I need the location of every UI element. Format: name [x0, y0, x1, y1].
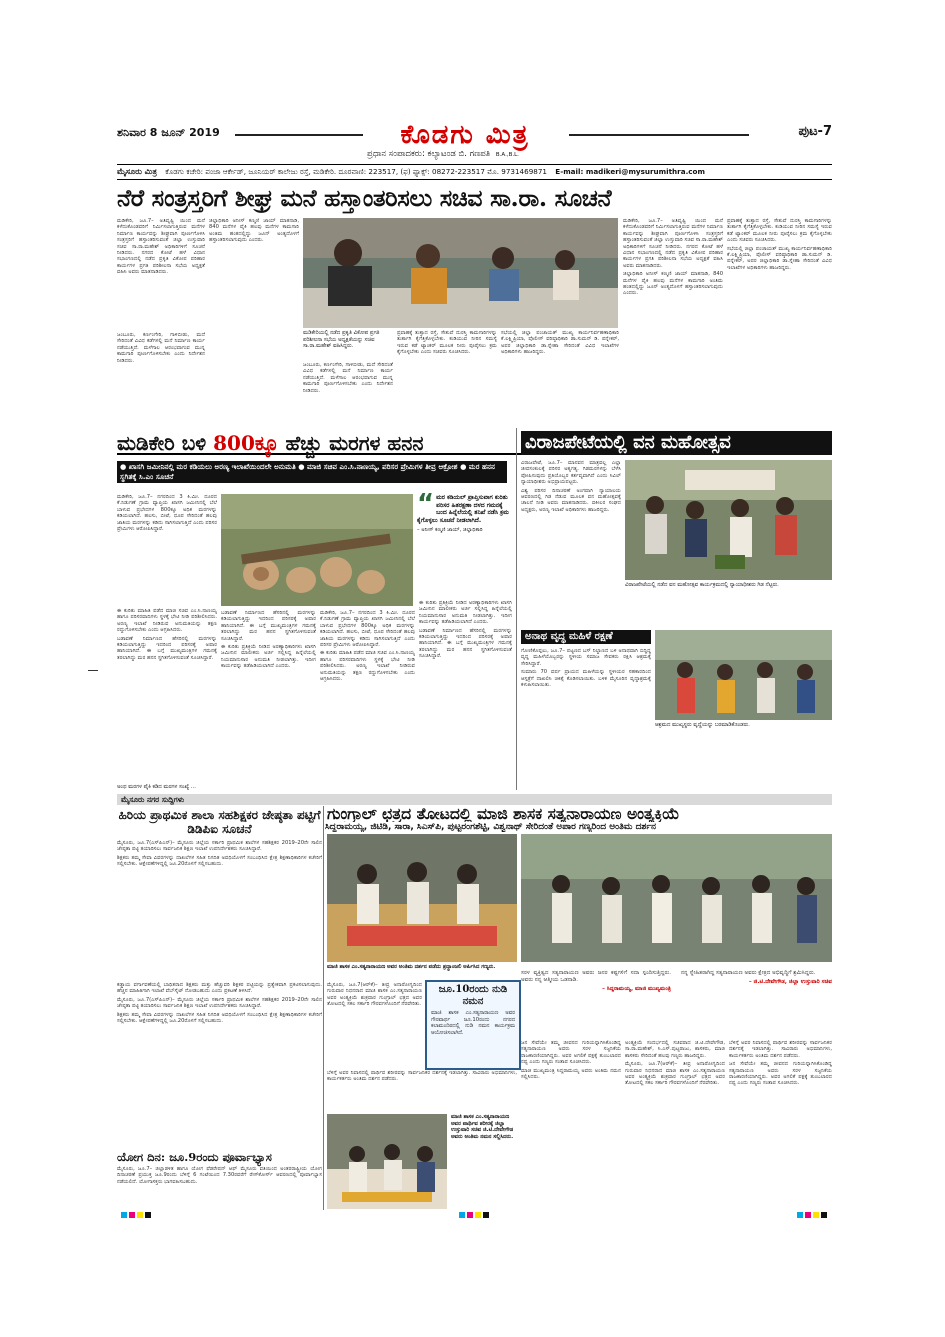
funeral-photo-2 [521, 834, 832, 962]
funeral-photo-1 [327, 834, 517, 962]
funeral-col-3 [521, 1040, 621, 1208]
trees-headline [117, 431, 512, 455]
office-email: E-mail: madikeri@mysurumithra.com [555, 167, 705, 176]
reg-yellow-3 [813, 1212, 819, 1218]
elder-col-1 [521, 648, 651, 788]
teacher-para-2b: ಶಿಕ್ಷಕರು ತಮ್ಮ ಸೇವಾ ವಿವರಗಳನ್ನು ದಾಖಲೆಗಳ ಸಹಿತ ನಿಗದಿತ ಅವಧಿಯೊಳಗೆ ಸಂಬಂಧಿಸಿದ ಕ್ಷೇತ್ರ ಶಿಕ್ಷಣಾಧಿಕಾರಿಗಳ ಕಚೇರಿಗೆ ಸಲ್ಲಿಸಬೇಕು. ಆಕ್ಷೇಪಣೆಗಳಿದ್ದಲ್ಲಿ ಜೂ.20ರೊಳಗೆ ಸಲ್ಲಿಸಬಹುದು. [117, 1011, 322, 1025]
funeral-col-4 [625, 1040, 725, 1208]
mourners-illustration [327, 834, 517, 962]
registration-marks [117, 1212, 832, 1220]
masthead-rule-right [569, 134, 749, 136]
trees-col-2 [221, 610, 316, 783]
funeral-quote-1 [521, 970, 671, 994]
trees-para-2b: ಈ ಕುರಿತು ಮಾಹಿತಿ ಪಡೆದ ಮಾಜಿ ಸಚಿವ ಎಂ.ಸಿ.ನಾಣಯ್ಯ ಹಾಗೂ ಪರಿಸರವಾದಿಗಳು ಸ್ಥಳಕ್ಕೆ ಭೇಟಿ ನೀಡಿ ಪರಿಶೀಲಿಸಿದರು. ಅರಣ್ಯ ಇಲಾಖೆ ನೀಡಿರುವ ಅನುಮತಿಯನ್ನು ತಕ್ಷಣ ರದ್ದುಗೊಳಿಸಬೇಕು ಎಂದು ಆಗ್ರಹಿಸಿದರು. [320, 650, 415, 683]
elder-photo [655, 630, 832, 720]
teacher-para-1: ಮೈಸೂರು, ಜೂ.7(ಎಸ್‌ಪಿಎನ್)– ಮೈಸೂರು ಜಿಲ್ಲೆಯ ಸರ್ಕಾರಿ ಪ್ರಾಥಮಿಕ ಶಾಲೆಗಳ ಸಹಶಿಕ್ಷಕರ 2019–20ನೇ ಸಾಲಿನ ಜೇಷ್ಠತಾ ಪಟ್ಟಿ ತಯಾರಿಸಲು ಸಾರ್ವಜನಿಕ ಶಿಕ್ಷಣ ಇಲಾಖೆ ಉಪನಿರ್ದೇಶಕರು ಸೂಚಿಸಿದ್ದಾರೆ. [117, 840, 322, 853]
funeral-para-4: ಅಂತ್ಯಕ್ರಿಯೆ ಸಂದರ್ಭದಲ್ಲಿ ಸಚಿವರಾದ ಜಿ.ಟಿ.ದೇವೇಗೌಡ, ಸಾ.ರಾ.ಮಹೇಶ್, ಸಿ.ಎಸ್.ಪುಟ್ಟರಾಜು, ಶಾಸಕರು, ಮಾಜಿ ಶಾಸಕರು ಸೇರಿದಂತೆ ಹಲವು ಗಣ್ಯರು ಹಾಜರಿದ್ದರು. [625, 1040, 725, 1059]
funeral-photo-3 [327, 1114, 447, 1209]
chief-editor [367, 149, 519, 159]
lead-col-2 [209, 218, 299, 328]
elder-rescue-illustration [655, 630, 832, 720]
funeral-quote-2-author: – ಜಿ.ಟಿ.ದೇವೇಗೌಡ, ಜಿಲ್ಲಾ ಉಸ್ತುವಾರಿ ಸಚಿವ [748, 978, 832, 985]
teacher-col-1 [117, 840, 322, 980]
trees-quote-box [417, 489, 512, 594]
vana-para-1: ವಿರಾಜಪೇಟೆ, ಜೂ.7– ಮಾನವನ ಮಾತ್ರವಲ್ಲ ಎಲ್ಲಾ ಜೀವಸಂಕುಲಕ್ಕೆ ಪರಿಸರ ಅತ್ಯಗತ್ಯ. ಗಿಡಮರಗಳನ್ನು ಬೆಳೆಸಿ ಪೋಷಿಸುವುದು ಪ್ರತಿಯೊಬ್ಬರ ಕರ್ತವ್ಯವಾಗಿದೆ ಎಂದು ಸಿವಿಲ್ ನ್ಯಾಯಾಧೀಶರು ಅಭಿಪ್ರಾಯಪಟ್ಟರು. [521, 460, 621, 486]
trees-para-1: ಮಡಿಕೇರಿ, ಜೂ.7– ನಗರದಿಂದ 3 ಕಿ.ಮೀ. ದೂರದ ಕೆ.ನಿಡುಗಣೆ ಗ್ರಾಮ ವ್ಯಾಪ್ತಿಯ ಖಾಸಗಿ ಜಮೀನಿನಲ್ಲಿ ಬೆಲೆ ಬಾಳುವ ಪ್ರಭೇದಗಳ 800ಕ್ಕೂ ಅಧಿಕ ಮರಗಳನ್ನು ಕಡಿಯಲಾಗಿದೆ. ಹಲಸು, ಬೀಟೆ, ಧೂಪ ಸೇರಿದಂತೆ ಹಲವು ಜಾತಿಯ ಮರಗಳನ್ನು ಕಡಿದು ಸಾಗಿಸಲಾಗುತ್ತಿದೆ ಎಂದು ಪರಿಸರ ಪ್ರೇಮಿಗಳು ಆರೋಪಿಸಿದ್ದಾರೆ. [117, 494, 217, 533]
trees-col-3 [320, 610, 415, 783]
funeral-subheadline: ಸಿದ್ದರಾಮಯ್ಯ, ಜಿಟಿಡಿ, ಸಾರಾ, ಸಿಎಸ್‌ಪಿ, ಪುಟ್ಟರಂಗಶೆಟ್ಟಿ, ವಿಶ್ವನಾಥ್ ಸೇರಿದಂತೆ ಅಪಾರ ಗಣ್ಯರಿಂದ ಅಂತಿಮ ದರ್ಶನ [325, 822, 657, 832]
teacher-para-2: ಶಿಕ್ಷಕರು ತಮ್ಮ ಸೇವಾ ವಿವರಗಳನ್ನು ದಾಖಲೆಗಳ ಸಹಿತ ನಿಗದಿತ ಅವಧಿಯೊಳಗೆ ಸಂಬಂಧಿಸಿದ ಕ್ಷೇತ್ರ ಶಿಕ್ಷಣಾಧಿಕಾರಿಗಳ ಕಚೇರಿಗೆ ಸಲ್ಲಿಸಬೇಕು. ಆಕ್ಷೇಪಣೆಗಳಿದ್ದಲ್ಲಿ ಜೂ.20ರೊಳಗೆ ಸಲ್ಲಿಸಬಹುದು. [117, 854, 322, 868]
reg-black-2 [483, 1212, 489, 1218]
newspaper-logo: ಕೊಡಗು ಮಿತ್ರ [400, 120, 530, 150]
trees-para-4b: ಈ ಕುರಿತು ಪ್ರತಿಕ್ರಿಯೆ ನೀಡಿದ ಅರಣ್ಯಾಧಿಕಾರಿಗಳು ಖಾಸಗಿ ಜಮೀನಿನ ಮಾಲೀಕರು ಅರ್ಜಿ ಸಲ್ಲಿಸಿದ್ದ ಹಿನ್ನೆಲೆಯಲ್ಲಿ ನಿಯಮಾನುಸಾರ ಅನುಮತಿ ನೀಡಲಾಗಿತ್ತು. ಇದೀಗ ಕಾರ್ಯವನ್ನು ತಡೆಹಿಡಿಯಲಾಗಿದೆ ಎಂದರು. [419, 600, 512, 626]
reg-black [145, 1212, 151, 1218]
lead-para-1b: ಮಡಿಕೇರಿ, ಜೂ.7– ಅತಿವೃಷ್ಟಿ ಯಿಂದ ಮನೆ ಕಳೆದುಕೊಂಡವರಿಗೆ ನಿರ್ಮಿಸಲಾಗುತ್ತಿರುವ ಮನೆಗಳ ನಿರ್ಮಾಣ ಕಾರ್ಯವನ್ನು ಶೀಘ್ರವಾಗಿ ಪೂರ್ಣಗೊಳಿಸಿ ಸಂತ್ರಸ್ತರಿಗೆ ಹಸ್ತಾಂತರಿಸುವಂತೆ ಜಿಲ್ಲಾ ಉಸ್ತುವಾರಿ ಸಚಿವ ಸಾ.ರಾ.ಮಹೇಶ್ ಅಧಿಕಾರಿಗಳಿಗೆ ಸೂಚನೆ ನೀಡಿದರು. ನಗರದ ಕೋಟೆ ಹಳೆ ವಿಧಾನ ಸಭಾಂಗಣದಲ್ಲಿ ನಡೆದ ಪ್ರಕೃತಿ ವಿಕೋಪ ಪರಿಹಾರ ಕಾರ್ಯಗಳ ಪ್ರಗತಿ ಪರಿಶೀಲನಾ ಸಭೆಯ ಅಧ್ಯಕ್ಷತೆ ವಹಿಸಿ ಅವರು ಮಾತನಾಡಿದರು. [623, 218, 723, 269]
funeral-col-5 [729, 1040, 832, 1208]
trees-continued: ಅಂಥ ಮರಗಳ ಪೈಕಿ ಕಡಿದ ಮರಗಳ ಸಂಖ್ಯೆ ... [117, 784, 197, 790]
lead-para-3: ಜಿಲ್ಲಾಧಿಕಾರಿ ಅನೀಸ್ ಕಣ್ಮಣಿ ಜಾಯ್ ಮಾತನಾಡಿ, 840 ಮನೆಗಳ ಪೈಕಿ ಹಲವು ಮನೆಗಳ ಕಾಮಗಾರಿ ಅಂತಿಮ ಹಂತದಲ್ಲಿದ್ದು ಜೂನ್ ಅಂತ್ಯದೊಳಗೆ ಹಸ್ತಾಂತರಿಸಲಾಗುವುದು ಎಂದರು. [209, 218, 299, 244]
nudi-namana-box [425, 980, 521, 1070]
funeral-para-3b: ಜನ ಸೇವೆಯೇ ತಮ್ಮ ಜೀವನದ ಗುರಿಯನ್ನಾಗಿಸಿಕೊಂಡಿದ್ದ ಸತ್ಯನಾರಾಯಣ ಅವರು ಸರಳ ಸಜ್ಜನಿಕೆಯ ರಾಜಕಾರಣಿಯಾಗಿದ್ದರು. ಅವರ ಅಗಲಿಕೆ ಪಕ್ಷಕ್ಕೆ ತುಂಬಲಾರದ ನಷ್ಟ ಎಂದು ಗಣ್ಯರು ಸಂತಾಪ ಸೂಚಿಸಿದರು. [729, 1061, 832, 1087]
page-number: ಪುಟ-7 [798, 124, 832, 139]
funeral-caption-3: ಮಾಜಿ ಶಾಸಕ ಎಂ.ಸತ್ಯನಾರಾಯಣ ಅವರ ಪಾರ್ಥಿವ ಶರೀರಕ್ಕೆ ಜಿಲ್ಲಾ ಉಸ್ತುವಾರಿ ಸಚಿವ ಜಿ.ಟಿ.ದೇವೇಗೌಡ ಅವರು ಅಂತಿಮ ನಮನ ಸಲ್ಲಿಸಿದರು. [451, 1114, 514, 1140]
lead-para-3b: ಜಿಲ್ಲಾಧಿಕಾರಿ ಅನೀಸ್ ಕಣ್ಮಣಿ ಜಾಯ್ ಮಾತನಾಡಿ, 840 ಮನೆಗಳ ಪೈಕಿ ಹಲವು ಮನೆಗಳ ಕಾಮಗಾರಿ ಅಂತಿಮ ಹಂತದಲ್ಲಿದ್ದು ಜೂನ್ ಅಂತ್ಯದೊಳಗೆ ಹಸ್ತಾಂತರಿಸಲಾಗುವುದು ಎಂದರು. [623, 271, 723, 297]
elder-para-1: ಗೋಣಿಕೊಪ್ಪಲು, ಜೂ.7– ಪಟ್ಟಣದ ಬಸ್ ನಿಲ್ದಾಣದ ಬಳಿ ಅನಾಥವಾಗಿ ಬಿದ್ದಿದ್ದ ವೃದ್ಧ ಮಹಿಳೆಯೊಬ್ಬರನ್ನು ಸ್ಥಳೀಯ ಸಮಾಜ ಸೇವಕರು ರಕ್ಷಿಸಿ ಆಶ್ರಮಕ್ಕೆ ಸೇರಿಸಿದ್ದಾರೆ. [521, 648, 651, 667]
contact-strip [117, 164, 832, 180]
reg-cyan [121, 1212, 127, 1218]
funeral-caption-2: ಮಾಜಿ ಮುಖ್ಯಮಂತ್ರಿ ಸಿದ್ದರಾಮಯ್ಯ ಅವರು ಅಂತಿಮ ನಮನ ಸಲ್ಲಿಸಿದರು. [521, 1067, 621, 1081]
trees-headline-c: ಹೆಚ್ಚು ಮರಗಳ ಹನನ [278, 431, 424, 455]
lead-col-6 [727, 218, 832, 450]
funeral-para-1: ಮೈಸೂರು, ಜೂ.7(ಆರ್‌ಕೆ)– ತೀವ್ರ ಅನಾರೋಗ್ಯದಿಂದ ಗುರುವಾರ ನಿಧನರಾದ ಮಾಜಿ ಶಾಸಕ ಎಂ.ಸತ್ಯನಾರಾಯಣ ಅವರ ಅಂತ್ಯಕ್ರಿಯೆ ಶುಕ್ರವಾರ ಗುಂಗ್ರಾಲ್ ಛತ್ರದ ಅವರ ತೋಟದಲ್ಲಿ ಸಕಲ ಸರ್ಕಾರಿ ಗೌರವಗಳೊಂದಿಗೆ ನೆರವೇರಿತು. [327, 982, 422, 1008]
lead-col-5 [623, 218, 723, 450]
vana-headline: ವಿರಾಜಪೇಟೆಯಲ್ಲಿ ವನ ಮಹೋತ್ಸವ [521, 431, 832, 455]
logs-photo [221, 494, 413, 606]
column-rule-2 [323, 806, 324, 1210]
office-address: ಕೊಡಗು ಕಚೇರಿ: ಪಂಜಾ ಆರ್ಕೇಡ್, ಜೂನಿಯರ್ ಕಾಲೇಜು ರಸ್ತೆ, ಮಡಿಕೇರಿ. ದೂರವಾಣಿ: 223517, (ಫ) ಫ್ಯಾಕ್ಸ್: 08272-223517 ಮೊ. 9731469871 [165, 167, 547, 176]
vana-col-1 [521, 460, 621, 610]
column-rule [516, 428, 517, 790]
lead-photo [303, 218, 618, 328]
trees-para-3c: ಬಡಾವಣೆ ನಿರ್ಮಾಣದ ಹೆಸರಿನಲ್ಲಿ ಮರಗಳನ್ನು ಕಡಿಯಲಾಗುತ್ತಿದ್ದು ಇದರಿಂದ ಪರಿಸರಕ್ಕೆ ಅಪಾರ ಹಾನಿಯಾಗಿದೆ. ಈ ಬಗ್ಗೆ ಮುಖ್ಯಮಂತ್ರಿಗಳ ಗಮನಕ್ಕೆ ತರಲಾಗಿದ್ದು ಮರ ಹನನ ಸ್ಥಗಿತಗೊಳಿಸುವಂತೆ ಸೂಚಿಸಿದ್ದಾರೆ. [419, 627, 512, 660]
lead-para-2b: ಜಂಬೂರು, ಕರ್ಣಂಗೇರಿ, ಗಾಳಿಬೀಡು, ಮದೆ ಸೇರಿದಂತೆ ವಿವಿಧ ಕಡೆಗಳಲ್ಲಿ ಮನೆ ನಿರ್ಮಾಣ ಕಾರ್ಯ ನಡೆಯುತ್ತಿದೆ. ಮಳೆಗಾಲ ಆರಂಭವಾಗುವ ಮುನ್ನ ಕಾಮಗಾರಿ ಪೂರ್ಣಗೊಳಿಸಬೇಕು ಎಂದು ನಿರ್ದೇಶನ ನೀಡಿದರು. [303, 362, 393, 394]
reg-magenta-3 [805, 1212, 811, 1218]
nudi-namana-body: ಮಾಜಿ ಶಾಸಕ ಎಂ.ಸತ್ಯನಾರಾಯಣ ಅವರ ಗೌರವಾರ್ಥ ಜೂ.10ರಂದು ನಗರದ ಕಲಾಮಂದಿರದಲ್ಲಿ ನುಡಿ ನಮನ ಕಾರ್ಯಕ್ರಮ ಆಯೋಜಿಸಲಾಗಿದೆ. [431, 1010, 515, 1036]
teacher-para-3: ಕಡ್ಡಾಯ ವರ್ಗಾವಣೆಯಲ್ಲಿ ಬಾಧಿತರಾದ ಶಿಕ್ಷಕರು ಮತ್ತು ಹೆಚ್ಚುವರಿ ಶಿಕ್ಷಕರ ಪಟ್ಟಿಯನ್ನು ಪ್ರತ್ಯೇಕವಾಗಿ ಪ್ರಕಟಿಸಲಾಗುವುದು. ಹೆಚ್ಚಿನ ಮಾಹಿತಿಗಾಗಿ ಇಲಾಖೆ ವೆಬ್‌ಸೈಟ್ ನೋಡಬಹುದು ಎಂದು ಪ್ರಕಟಣೆ ತಿಳಿಸಿದೆ. [117, 982, 322, 995]
reg-magenta-2 [467, 1212, 473, 1218]
floral-tribute-illustration [327, 1114, 447, 1209]
nudi-namana-headline: ಜೂ.10ರಂದು ನುಡಿ ನಮನ [438, 984, 508, 1007]
funeral-para-2: ಬೆಳಿಗ್ಗೆ ಅವರ ನಿವಾಸದಲ್ಲಿ ಪಾರ್ಥಿವ ಶರೀರವನ್ನು ಸಾರ್ವಜನಿಕರ ದರ್ಶನಕ್ಕೆ ಇಡಲಾಗಿತ್ತು. ಸಾವಿರಾರು ಅಭಿಮಾನಿಗಳು, ಕಾರ್ಯಕರ್ತರು ಅಂತಿಮ ದರ್ಶನ ಪಡೆದರು. [327, 1070, 517, 1083]
funeral-para-3: ಜನ ಸೇವೆಯೇ ತಮ್ಮ ಜೀವನದ ಗುರಿಯನ್ನಾಗಿಸಿಕೊಂಡಿದ್ದ ಸತ್ಯನಾರಾಯಣ ಅವರು ಸರಳ ಸಜ್ಜನಿಕೆಯ ರಾಜಕಾರಣಿಯಾಗಿದ್ದರು. ಅವರ ಅಗಲಿಕೆ ಪಕ್ಷಕ್ಕೆ ತುಂಬಲಾರದ ನಷ್ಟ ಎಂದು ಗಣ್ಯರು ಸಂತಾಪ ಸೂಚಿಸಿದರು. [521, 1040, 621, 1066]
chief-editor-degree: B.A.,B.L. [495, 152, 519, 158]
funeral-quote-1-author: – ಸಿದ್ದರಾಮಯ್ಯ, ಮಾಜಿ ಮುಖ್ಯಮಂತ್ರಿ [602, 985, 671, 992]
felled-logs-illustration [221, 494, 413, 606]
trees-para-1b: ಮಡಿಕೇರಿ, ಜೂ.7– ನಗರದಿಂದ 3 ಕಿ.ಮೀ. ದೂರದ ಕೆ.ನಿಡುಗಣೆ ಗ್ರಾಮ ವ್ಯಾಪ್ತಿಯ ಖಾಸಗಿ ಜಮೀನಿನಲ್ಲಿ ಬೆಲೆ ಬಾಳುವ ಪ್ರಭೇದಗಳ 800ಕ್ಕೂ ಅಧಿಕ ಮರಗಳನ್ನು ಕಡಿಯಲಾಗಿದೆ. ಹಲಸು, ಬೀಟೆ, ಧೂಪ ಸೇರಿದಂತೆ ಹಲವು ಜಾತಿಯ ಮರಗಳನ್ನು ಕಡಿದು ಸಾಗಿಸಲಾಗುತ್ತಿದೆ ಎಂದು ಪರಿಸರ ಪ್ರೇಮಿಗಳು ಆರೋಪಿಸಿದ್ದಾರೆ. [320, 610, 415, 649]
trees-col-1 [117, 494, 217, 604]
lead-col-1 [117, 218, 205, 328]
quote-mark-icon: “ [417, 489, 435, 519]
yoga-headline: ಯೋಗ ದಿನ: ಜೂ.9ರಂದು ಪೂರ್ವಾಭ್ಯಾಸ [117, 1150, 272, 1164]
trees-quote-text: ಮರ ಕಡಿಯಲ್ ಪ್ರಾಪ್ತಿಸುವಾಗ ಕುರಿತು ಪರಿಸರ ಹಿತರಕ್ಷಣಾ ದಳದ ಗಮನಕ್ಕೆ ಬಂದ ಹಿನ್ನೆಲೆಯಲ್ಲಿ ತನಿಖೆ ನಡೆಸಿ ಕ್ರಮ ಕೈಗೊಳ್ಳಲು ಸೂಚನೆ ನೀಡಲಾಗಿದೆ. [417, 494, 509, 524]
vana-para-2: ವಿಶ್ವ ಪರಿಸರ ದಿನಾಚರಣೆ ಅಂಗವಾಗಿ ನ್ಯಾಯಾಲಯ ಆವರಣದಲ್ಲಿ ಗಿಡ ನೆಡುವ ಮೂಲಕ ವನ ಮಹೋತ್ಸವಕ್ಕೆ ಚಾಲನೆ ನೀಡಿ ಅವರು ಮಾತನಾಡಿದರು. ವಕೀಲರ ಸಂಘದ ಅಧ್ಯಕ್ಷರು, ಅರಣ್ಯ ಇಲಾಖೆ ಅಧಿಕಾರಿಗಳು ಹಾಜರಿದ್ದರು. [521, 487, 621, 513]
masthead [117, 122, 832, 162]
funeral-quote-1-text: ಸರಳ ವ್ಯಕ್ತಿತ್ವದ ಸತ್ಯನಾರಾಯಣ ಅವರು ಜನರ ಕಷ್ಟಗಳಿಗೆ ಸದಾ ಸ್ಪಂದಿಸುತ್ತಿದ್ದರು. ಅವರು ನನ್ನ ಆತ್ಮೀಯ ಒಡನಾಡಿ. [521, 970, 671, 983]
lead-para-5b: ಸಭೆಯಲ್ಲಿ ಜಿಲ್ಲಾ ಪಂಚಾಯತ್ ಮುಖ್ಯ ಕಾರ್ಯನಿರ್ವಹಣಾಧಿಕಾರಿ ಕೆ.ಲಕ್ಷ್ಮಿಪ್ರಿಯಾ, ಪೊಲೀಸ್ ವರಿಷ್ಠಾಧಿಕಾರಿ ಡಾ.ಸುಮನ್ ಡಿ. ಪನ್ನೇಕರ್, ಅಪರ ಜಿಲ್ಲಾಧಿಕಾರಿ ಡಾ.ಸ್ನೇಹಾ ಸೇರಿದಂತೆ ವಿವಿಧ ಇಲಾಖೆಗಳ ಅಧಿಕಾರಿಗಳು ಹಾಜರಿದ್ದರು. [727, 245, 832, 271]
teacher-para-1b: ಮೈಸೂರು, ಜೂ.7(ಎಸ್‌ಪಿಎನ್)– ಮೈಸೂರು ಜಿಲ್ಲೆಯ ಸರ್ಕಾರಿ ಪ್ರಾಥಮಿಕ ಶಾಲೆಗಳ ಸಹಶಿಕ್ಷಕರ 2019–20ನೇ ಸಾಲಿನ ಜೇಷ್ಠತಾ ಪಟ್ಟಿ ತಯಾರಿಸಲು ಸಾರ್ವಜನಿಕ ಶಿಕ್ಷಣ ಇಲಾಖೆ ಉಪನಿರ್ದೇಶಕರು ಸೂಚಿಸಿದ್ದಾರೆ. [117, 996, 322, 1010]
lead-para-4b: ಪ್ರವಾಹಕ್ಕೆ ತುತ್ತಾದ ರಸ್ತೆ, ಸೇತುವೆ ದುರಸ್ತಿ ಕಾಮಗಾರಿಗಳನ್ನು ತುರ್ತಾಗಿ ಕೈಗೆತ್ತಿಕೊಳ್ಳಬೇಕು. ಕುಡಿಯುವ ನೀರಿನ ಸಮಸ್ಯೆ ಇರುವ ಕಡೆ ಟ್ಯಾಂಕರ್ ಮೂಲಕ ನೀರು ಪೂರೈಸಲು ಕ್ರಮ ಕೈಗೊಳ್ಳಬೇಕು ಎಂದು ಸಚಿವರು ಸೂಚಿಸಿದರು. [727, 218, 832, 244]
newspaper-page [117, 122, 832, 1282]
reg-yellow [137, 1212, 143, 1218]
elder-headline: ಅನಾಥ ವೃದ್ಧ ಮಹಿಳೆ ರಕ್ಷಣೆ [521, 630, 651, 644]
brand-name: ಮೈಸೂರು ಮಿತ್ರ [117, 167, 157, 176]
lead-para-1: ಮಡಿಕೇರಿ, ಜೂ.7– ಅತಿವೃಷ್ಟಿ ಯಿಂದ ಮನೆ ಕಳೆದುಕೊಂಡವರಿಗೆ ನಿರ್ಮಿಸಲಾಗುತ್ತಿರುವ ಮನೆಗಳ ನಿರ್ಮಾಣ ಕಾರ್ಯವನ್ನು ಶೀಘ್ರವಾಗಿ ಪೂರ್ಣಗೊಳಿಸಿ ಸಂತ್ರಸ್ತರಿಗೆ ಹಸ್ತಾಂತರಿಸುವಂತೆ ಜಿಲ್ಲಾ ಉಸ್ತುವಾರಿ ಸಚಿವ ಸಾ.ರಾ.ಮಹೇಶ್ ಅಧಿಕಾರಿಗಳಿಗೆ ಸೂಚನೆ ನೀಡಿದರು. ನಗರದ ಕೋಟೆ ಹಳೆ ವಿಧಾನ ಸಭಾಂಗಣದಲ್ಲಿ ನಡೆದ ಪ್ರಕೃತಿ ವಿಕೋಪ ಪರಿಹಾರ ಕಾರ್ಯಗಳ ಪ್ರಗತಿ ಪರಿಶೀಲನಾ ಸಭೆಯ ಅಧ್ಯಕ್ಷತೆ ವಹಿಸಿ ಅವರು ಮಾತನಾಡಿದರು. [117, 218, 205, 276]
funeral-headline: ಗುಂಗ್ರಾಲ್ ಛತ್ರದ ತೋಟದಲ್ಲಿ ಮಾಜಿ ಶಾಸಕ ಸತ್ಯನಾರಾಯಣ ಅಂತ್ಯಕ್ರಿಯೆ [327, 806, 680, 822]
trees-bullets: ● ಖಾಸಗಿ ಜಮೀನಿನಲ್ಲಿ ಮರ ಕಡಿಯಲು ಅರಣ್ಯ ಇಲಾಖೆಯಿಂದಲೇ ಅನುಮತಿ ● ಮಾಜಿ ಸಚಿವ ಎಂ.ಸಿ.ನಾಣಯ್ಯ, ಪರಿಸರ ಪ್ರೇಮಿಗಳ ತೀವ್ರ ಆಕ್ರೋಶ ● ಮರ ಹನನ ಸ್ಥಗಿತಕ್ಕೆ ಸಿ.ಎಂ ಸೂಚನೆ [117, 461, 507, 483]
lead-para-5: ಸಭೆಯಲ್ಲಿ ಜಿಲ್ಲಾ ಪಂಚಾಯತ್ ಮುಖ್ಯ ಕಾರ್ಯನಿರ್ವಹಣಾಧಿಕಾರಿ ಕೆ.ಲಕ್ಷ್ಮಿಪ್ರಿಯಾ, ಪೊಲೀಸ್ ವರಿಷ್ಠಾಧಿಕಾರಿ ಡಾ.ಸುಮನ್ ಡಿ. ಪನ್ನೇಕರ್, ಅಪರ ಜಿಲ್ಲಾಧಿಕಾರಿ ಡಾ.ಸ್ನೇಹಾ ಸೇರಿದಂತೆ ವಿವಿಧ ಇಲಾಖೆಗಳ ಅಧಿಕಾರಿಗಳು ಹಾಜರಿದ್ದರು. [501, 330, 619, 356]
section-tag-mysuru: ಮೈಸೂರು ನಗರ ಸುದ್ದಿಗಳು [117, 794, 832, 805]
funeral-quote-2 [681, 970, 832, 988]
reg-magenta [129, 1212, 135, 1218]
reg-yellow-2 [475, 1212, 481, 1218]
yoga-col [117, 1166, 322, 1206]
yoga-para: ಮೈಸೂರು, ಜೂ.7– ಜಿಲ್ಲಾಡಳಿತ ಹಾಗೂ ಯೋಗ ಫೆಡರೇಷನ್ ಆಫ್ ಮೈಸೂರು ವತಿಯಿಂದ ಅಂತರರಾಷ್ಟ್ರೀಯ ಯೋಗ ದಿನಾಚರಣೆ ಪ್ರಯುಕ್ತ ಜೂ.9ರಂದು ಬೆಳಿಗ್ಗೆ 6 ಗಂಟೆಯಿಂದ 7.30ರವರೆಗೆ ರೇಸ್‌ಕೋರ್ಸ್ ಆವರಣದಲ್ಲಿ ಪೂರ್ವಾಭ್ಯಾಸ ನಡೆಯಲಿದೆ. ಯೋಗಾಸಕ್ತರು ಭಾಗವಹಿಸಬಹುದು. [117, 1166, 322, 1185]
issue-date: ಶನಿವಾರ 8 ಜೂನ್ 2019 [117, 126, 220, 139]
trees-quote-author: – ಅನೀಸ್ ಕಣ್ಮಣಿ ಜಾಯ್, ಜಿಲ್ಲಾಧಿಕಾರಿ [417, 527, 483, 533]
teacher-headline: ಹಿರಿಯ ಪ್ರಾಥಮಿಕ ಶಾಲಾ ಸಹಶಿಕ್ಷಕರ ಜೇಷ್ಠತಾ ಪಟ್ಟಿಗೆ ಡಿಡಿಪಿಐ ಸೂಚನೆ [118, 808, 321, 836]
lead-para-4: ಪ್ರವಾಹಕ್ಕೆ ತುತ್ತಾದ ರಸ್ತೆ, ಸೇತುವೆ ದುರಸ್ತಿ ಕಾಮಗಾರಿಗಳನ್ನು ತುರ್ತಾಗಿ ಕೈಗೆತ್ತಿಕೊಳ್ಳಬೇಕು. ಕುಡಿಯುವ ನೀರಿನ ಸಮಸ್ಯೆ ಇರುವ ಕಡೆ ಟ್ಯಾಂಕರ್ ಮೂಲಕ ನೀರು ಪೂರೈಸಲು ಕ್ರಮ ಕೈಗೊಳ್ಳಬೇಕು ಎಂದು ಸಚಿವರು ಸೂಚಿಸಿದರು. [397, 330, 497, 356]
vana-caption: ವಿರಾಜಪೇಟೆಯಲ್ಲಿ ನಡೆದ ವನ ಮಹೋತ್ಸವ ಕಾರ್ಯಕ್ರಮದಲ್ಲಿ ನ್ಯಾಯಾಧೀಶರು ಗಿಡ ನೆಟ್ಟರು. [625, 582, 779, 588]
crop-mark [88, 670, 98, 671]
funeral-col-2 [327, 1070, 517, 1112]
trees-headline-number: 800ಕ್ಕೂ [213, 431, 279, 455]
lead-headline: ನೆರೆ ಸಂತ್ರಸ್ತರಿಗೆ ಶೀಘ್ರ ಮನೆ ಹಸ್ತಾಂತರಿಸಲು ಸಚಿವ ಸಾ.ರಾ. ಸೂಚನೆ [117, 184, 612, 212]
funeral-para-2b: ಬೆಳಿಗ್ಗೆ ಅವರ ನಿವಾಸದಲ್ಲಿ ಪಾರ್ಥಿವ ಶರೀರವನ್ನು ಸಾರ್ವಜನಿಕರ ದರ್ಶನಕ್ಕೆ ಇಡಲಾಗಿತ್ತು. ಸಾವಿರಾರು ಅಭಿಮಾನಿಗಳು, ಕಾರ್ಯಕರ್ತರು ಅಂತಿಮ ದರ್ಶನ ಪಡೆದರು. [729, 1040, 832, 1059]
funeral-caption-1: ಮಾಜಿ ಶಾಸಕ ಎಂ.ಸತ್ಯನಾರಾಯಣ ಅವರ ಅಂತಿಮ ದರ್ಶನ ಪಡೆದು ಶ್ರದ್ಧಾಂಜಲಿ ಅರ್ಪಿಸಿದ ಗಣ್ಯರು. [327, 964, 496, 970]
teacher-col-2 [117, 982, 322, 1142]
trees-col-1b [117, 608, 217, 783]
reg-cyan-3 [797, 1212, 803, 1218]
meeting-photo-illustration [303, 218, 618, 328]
dignitaries-illustration [521, 834, 832, 962]
reg-cyan-2 [459, 1212, 465, 1218]
trees-para-2: ಈ ಕುರಿತು ಮಾಹಿತಿ ಪಡೆದ ಮಾಜಿ ಸಚಿವ ಎಂ.ಸಿ.ನಾಣಯ್ಯ ಹಾಗೂ ಪರಿಸರವಾದಿಗಳು ಸ್ಥಳಕ್ಕೆ ಭೇಟಿ ನೀಡಿ ಪರಿಶೀಲಿಸಿದರು. ಅರಣ್ಯ ಇಲಾಖೆ ನೀಡಿರುವ ಅನುಮತಿಯನ್ನು ತಕ್ಷಣ ರದ್ದುಗೊಳಿಸಬೇಕು ಎಂದು ಆಗ್ರಹಿಸಿದರು. [117, 608, 217, 634]
tree-planting-illustration [625, 460, 832, 580]
lead-para-2: ಜಂಬೂರು, ಕರ್ಣಂಗೇರಿ, ಗಾಳಿಬೀಡು, ಮದೆ ಸೇರಿದಂತೆ ವಿವಿಧ ಕಡೆಗಳಲ್ಲಿ ಮನೆ ನಿರ್ಮಾಣ ಕಾರ್ಯ ನಡೆಯುತ್ತಿದೆ. ಮಳೆಗಾಲ ಆರಂಭವಾಗುವ ಮುನ್ನ ಕಾಮಗಾರಿ ಪೂರ್ಣಗೊಳಿಸಬೇಕು ಎಂದು ನಿರ್ದೇಶನ ನೀಡಿದರು. [117, 332, 205, 364]
funeral-col-1 [327, 982, 422, 1067]
masthead-rule-left [235, 134, 363, 136]
lead-caption: ಮಡಿಕೇರಿಯಲ್ಲಿ ನಡೆದ ಪ್ರಕೃತಿ ವಿಕೋಪ ಪ್ರಗತಿ ಪರಿಶೀಲನಾ ಸಭೆಯ ಅಧ್ಯಕ್ಷತೆಯನ್ನು ಸಚಿವ ಸಾ.ರಾ.ಮಹೇಶ್ ವಹಿಸಿದ್ದರು. [303, 330, 380, 349]
trees-para-3: ಬಡಾವಣೆ ನಿರ್ಮಾಣದ ಹೆಸರಿನಲ್ಲಿ ಮರಗಳನ್ನು ಕಡಿಯಲಾಗುತ್ತಿದ್ದು ಇದರಿಂದ ಪರಿಸರಕ್ಕೆ ಅಪಾರ ಹಾನಿಯಾಗಿದೆ. ಈ ಬಗ್ಗೆ ಮುಖ್ಯಮಂತ್ರಿಗಳ ಗಮನಕ್ಕೆ ತರಲಾಗಿದ್ದು ಮರ ಹನನ ಸ್ಥಗಿತಗೊಳಿಸುವಂತೆ ಸೂಚಿಸಿದ್ದಾರೆ. [117, 635, 217, 661]
trees-para-3b: ಬಡಾವಣೆ ನಿರ್ಮಾಣದ ಹೆಸರಿನಲ್ಲಿ ಮರಗಳನ್ನು ಕಡಿಯಲಾಗುತ್ತಿದ್ದು ಇದರಿಂದ ಪರಿಸರಕ್ಕೆ ಅಪಾರ ಹಾನಿಯಾಗಿದೆ. ಈ ಬಗ್ಗೆ ಮುಖ್ಯಮಂತ್ರಿಗಳ ಗಮನಕ್ಕೆ ತರಲಾಗಿದ್ದು ಮರ ಹನನ ಸ್ಥಗಿತಗೊಳಿಸುವಂತೆ ಸೂಚಿಸಿದ್ದಾರೆ. [221, 610, 316, 642]
elder-para-2: ಸುಮಾರು 70 ವರ್ಷ ಪ್ರಾಯದ ಮಹಿಳೆಯನ್ನು ಸ್ಥಳೀಯರ ಸಹಕಾರದಿಂದ ಆಸ್ಪತ್ರೆಗೆ ದಾಖಲಿಸಿ ಚಿಕಿತ್ಸೆ ಕೊಡಿಸಲಾಯಿತು. ಬಳಿಕ ಮೈಸೂರಿನ ವೃದ್ಧಾಶ್ರಮಕ್ಕೆ ಕಳುಹಿಸಲಾಯಿತು. [521, 669, 651, 689]
chief-editor-name: ಪ್ರಧಾನ ಸಂಪಾದಕರು: ಕಲ್ಯಾಟಂಡ ಬಿ. ಗಣಪತಿ [367, 149, 491, 159]
elder-caption: ಆಶ್ರಮದ ಮುಖ್ಯಸ್ಥರು ವೃದ್ಧೆಯನ್ನು ಬರಮಾಡಿಕೊಂಡರು. [655, 722, 750, 728]
funeral-quote-2-text: ನನ್ನ ಸ್ನೇಹಿತರಾಗಿದ್ದ ಸತ್ಯನಾರಾಯಣ ಅವರು ಕ್ಷೇತ್ರದ ಅಭಿವೃದ್ಧಿಗೆ ಶ್ರಮಿಸಿದ್ದರು. [681, 970, 816, 976]
funeral-quotes [521, 970, 832, 1038]
reg-black-3 [821, 1212, 827, 1218]
trees-col-4 [419, 600, 512, 783]
vana-photo [625, 460, 832, 580]
trees-headline-a: ಮಡಿಕೇರಿ ಬಳಿ [117, 431, 214, 455]
trees-para-4: ಈ ಕುರಿತು ಪ್ರತಿಕ್ರಿಯೆ ನೀಡಿದ ಅರಣ್ಯಾಧಿಕಾರಿಗಳು ಖಾಸಗಿ ಜಮೀನಿನ ಮಾಲೀಕರು ಅರ್ಜಿ ಸಲ್ಲಿಸಿದ್ದ ಹಿನ್ನೆಲೆಯಲ್ಲಿ ನಿಯಮಾನುಸಾರ ಅನುಮತಿ ನೀಡಲಾಗಿತ್ತು. ಇದೀಗ ಕಾರ್ಯವನ್ನು ತಡೆಹಿಡಿಯಲಾಗಿದೆ ಎಂದರು. [221, 644, 316, 670]
funeral-para-1b: ಮೈಸೂರು, ಜೂ.7(ಆರ್‌ಕೆ)– ತೀವ್ರ ಅನಾರೋಗ್ಯದಿಂದ ಗುರುವಾರ ನಿಧನರಾದ ಮಾಜಿ ಶಾಸಕ ಎಂ.ಸತ್ಯನಾರಾಯಣ ಅವರ ಅಂತ್ಯಕ್ರಿಯೆ ಶುಕ್ರವಾರ ಗುಂಗ್ರಾಲ್ ಛತ್ರದ ಅವರ ತೋಟದಲ್ಲಿ ಸಕಲ ಸರ್ಕಾರಿ ಗೌರವಗಳೊಂದಿಗೆ ನೆರವೇರಿತು. [625, 1061, 725, 1087]
